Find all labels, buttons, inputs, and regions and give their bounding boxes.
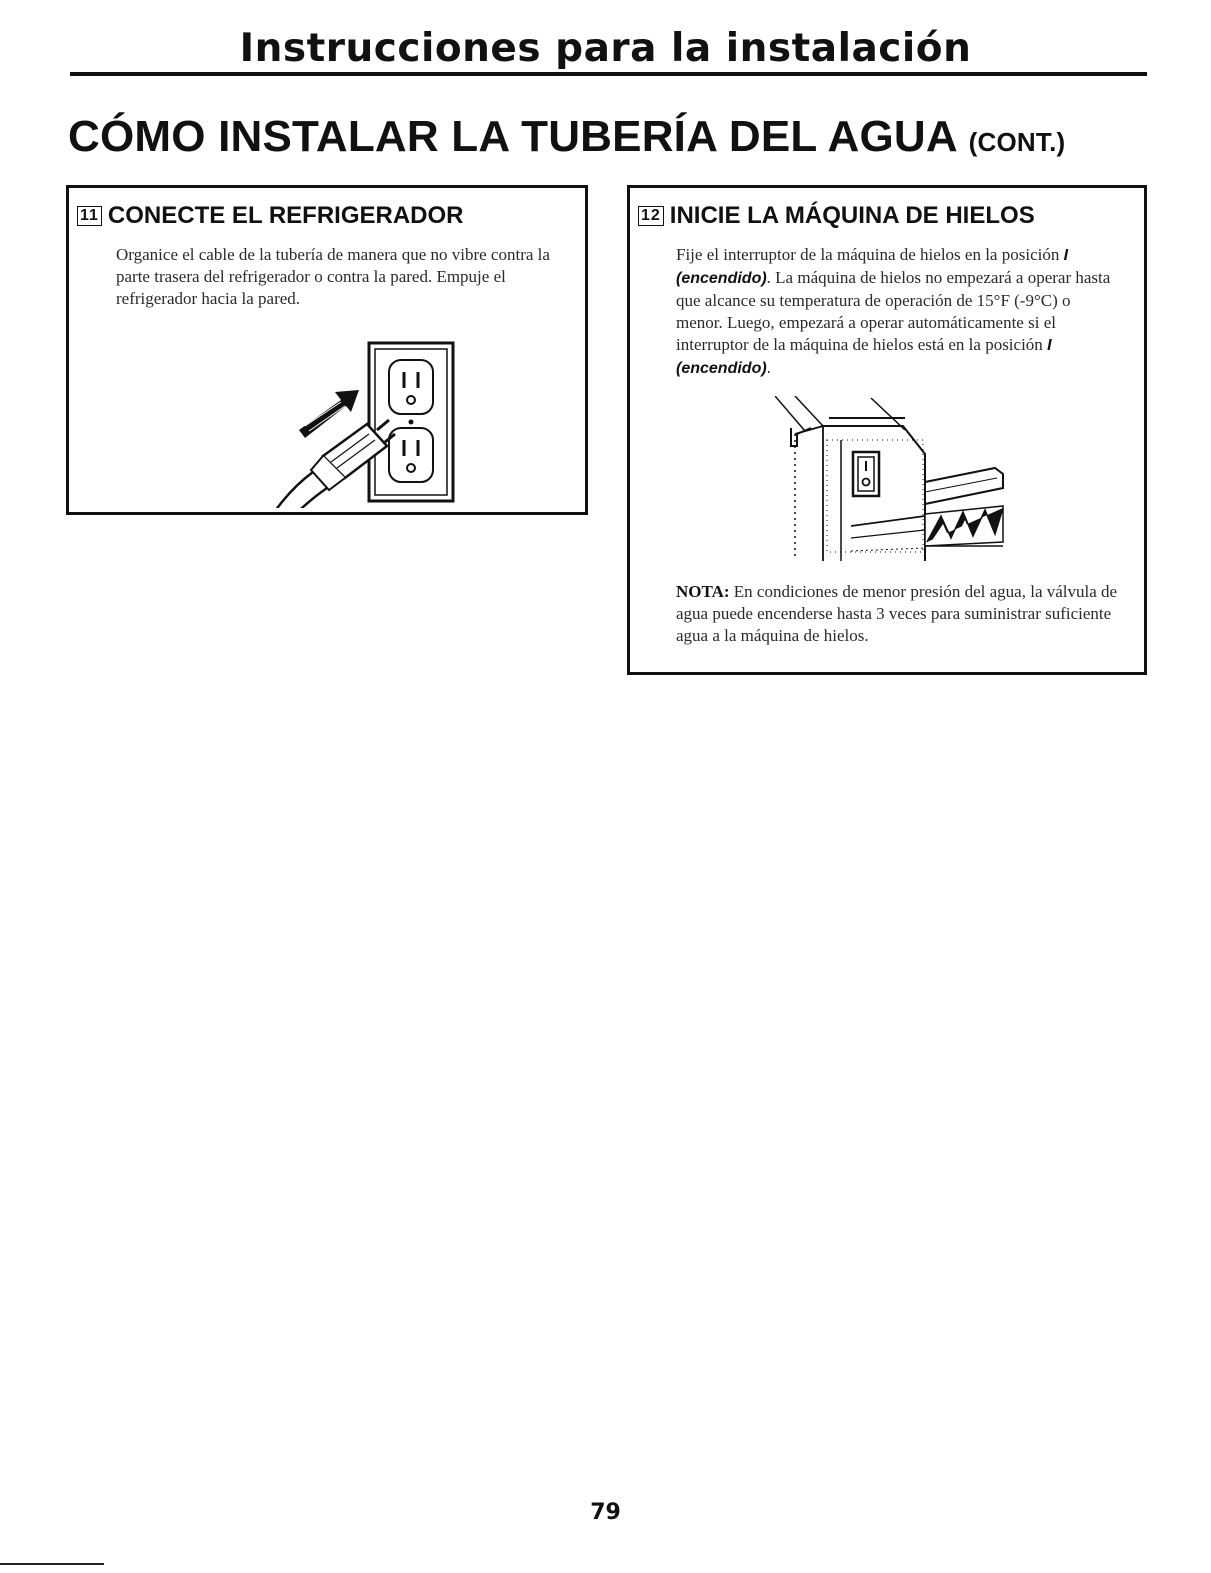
step-12-emphasis-1: I (encendido) xyxy=(676,247,1069,287)
section-title-text: CÓMO INSTALAR LA TUBERÍA DEL AGUA xyxy=(68,112,957,161)
step-11-text: Organice el cable de la tubería de manera que no vibre contra la parte trasera del refrigerador o contra la pared. Empuje el refrigerador hacia la pared. xyxy=(116,245,550,308)
plug-outlet-illustration xyxy=(181,338,471,508)
step-12-note xyxy=(676,581,1136,647)
note-text: En condiciones de menor presión del agua, la válvula de agua puede encenderse hasta 3 veces para suministrar suficiente agua a la máquina de hielos. xyxy=(676,582,1118,645)
header-divider xyxy=(70,72,1147,76)
step-11-heading xyxy=(77,202,464,230)
section-title-cont: (CONT.) xyxy=(968,127,1066,157)
note-label: NOTA: xyxy=(676,582,730,601)
step-11-title: CONECTE EL REFRIGERADOR xyxy=(107,202,464,229)
footer-divider xyxy=(0,1563,104,1565)
step-11-number: 11 xyxy=(77,206,102,226)
icemaker-unit-icon xyxy=(775,396,1003,561)
step-12-number: 12 xyxy=(638,206,664,226)
step-12-text xyxy=(676,244,1116,380)
step-12-text-part2: . La máquina de hielos no empezará a operar hasta que alcance su temperatura de operación de 15°F (-9°C) o menor. Luego, empezará a operar automáticamente si el interruptor de la máquina de hielos está en la posición xyxy=(676,268,1111,354)
section-title xyxy=(68,112,1065,162)
step-12-title: INICIE LA MÁQUINA DE HIELOS xyxy=(669,202,1035,229)
page-number: 79 xyxy=(590,1500,621,1525)
step-12-emphasis-2: I (encendido) xyxy=(676,337,1052,377)
step-12-heading xyxy=(638,202,1035,230)
page-header-title: Instrucciones para la instalación xyxy=(239,26,972,71)
icemaker-switch-illustration xyxy=(775,396,1005,571)
step-11-box xyxy=(66,185,588,515)
push-arrow-icon xyxy=(299,390,359,438)
wall-outlet-icon xyxy=(369,343,453,501)
step-12-text-part3: . xyxy=(766,358,771,377)
step-12-text-part1: Fije el interruptor de la máquina de hielos en la posición xyxy=(676,245,1064,264)
step-12-box xyxy=(627,185,1147,675)
